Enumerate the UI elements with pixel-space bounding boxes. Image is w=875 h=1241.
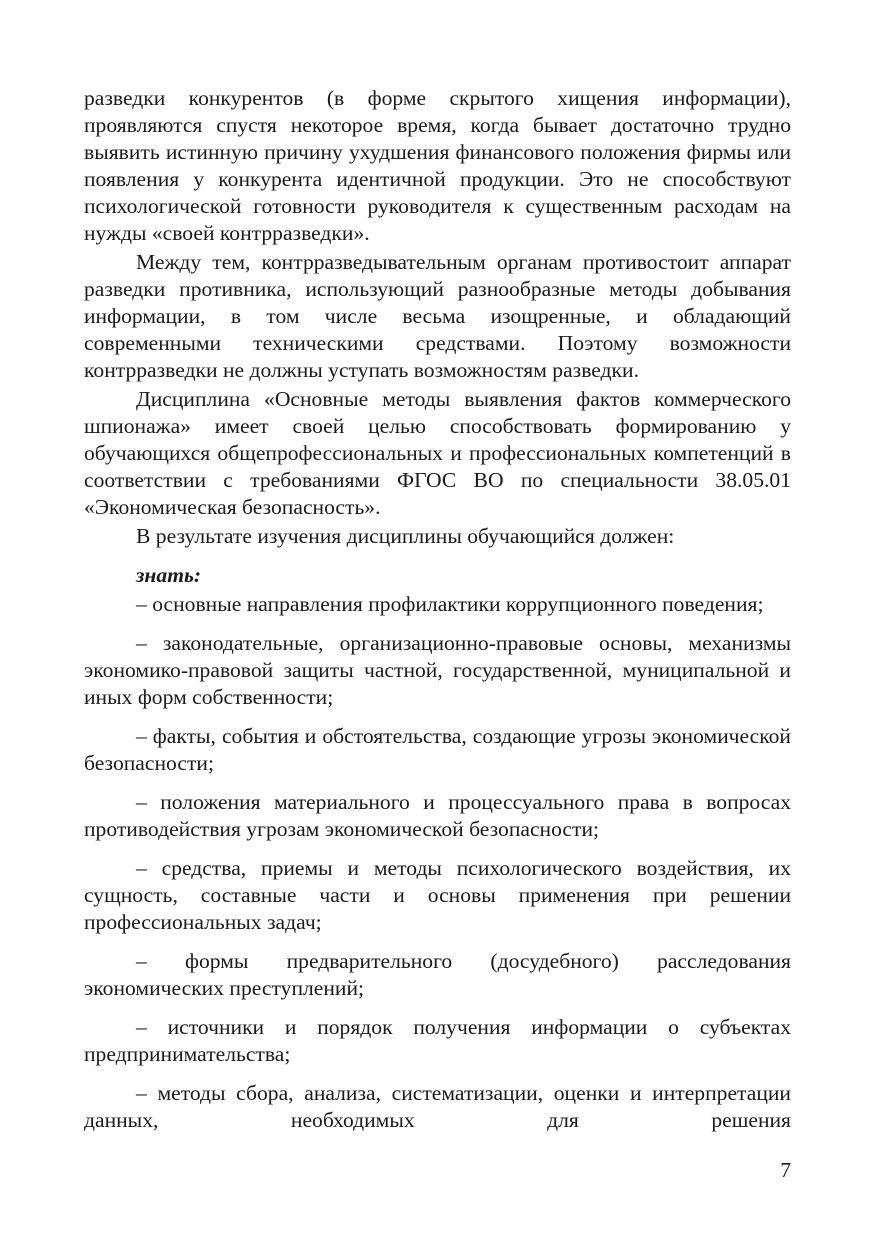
paragraph-counterintelligence: Между тем, контрразведывательным органам противостоит аппарат разведки противника, использующий разнообразные методы добывания информации, в том числе весьма изощренные, и обладающий современными техническими средствами. Поэтому возможности контрразведки не должны уступать возможностям разведки. <box>84 250 791 382</box>
list-item: – основные направления профилактики коррупционного поведения; <box>136 592 764 616</box>
page-number: 7 <box>780 1158 791 1182</box>
list-item: – источники и порядок получения информации о субъектах предпринимательства; <box>84 1015 791 1066</box>
paragraph-continuation: разведки конкурентов (в форме скрытого хищения информации), проявляются спустя некоторое время, когда бывает достаточно трудно выявить истинную причину ухудшения финансового положения фирмы или появления у конкурента идентичной продукции. Это не способствуют психологической готовности руководителя к существенным расходам на нужды «своей контрразведки». <box>84 86 791 245</box>
list-item: – средства, приемы и методы психологического воздействия, их сущность, составные части и основы применения при решении профессиональных задач; <box>84 856 791 934</box>
list-item: – факты, события и обстоятельства, создающие угрозы экономической безопасности; <box>84 724 791 775</box>
list-item: – положения материального и процессуального права в вопросах противодействия угрозам экономической безопасности; <box>84 790 791 841</box>
document-body <box>84 85 791 1134</box>
paragraph-learning-outcome: В результате изучения дисциплины обучающийся должен: <box>136 524 675 548</box>
list-item: – формы предварительного (досудебного) расследования экономических преступлений; <box>84 949 791 1000</box>
list-item: – законодательные, организационно-правовые основы, механизмы экономико-правовой защиты частной, государственной, муниципальной и иных форм собственности; <box>84 631 791 709</box>
paragraph-discipline-goal: Дисциплина «Основные методы выявления фактов коммерческого шпионажа» имеет своей целью способствовать формированию у обучающихся общепрофессиональных и профессиональных компетенций в соответствии с требованиями ФГОС ВО по специальности 38.05.01 «Экономическая безопасность». <box>84 387 791 519</box>
list-item: – методы сбора, анализа, систематизации, оценки и интерпретации данных, необходимых для решения <box>84 1081 791 1132</box>
section-heading-know: знать: <box>136 563 202 587</box>
